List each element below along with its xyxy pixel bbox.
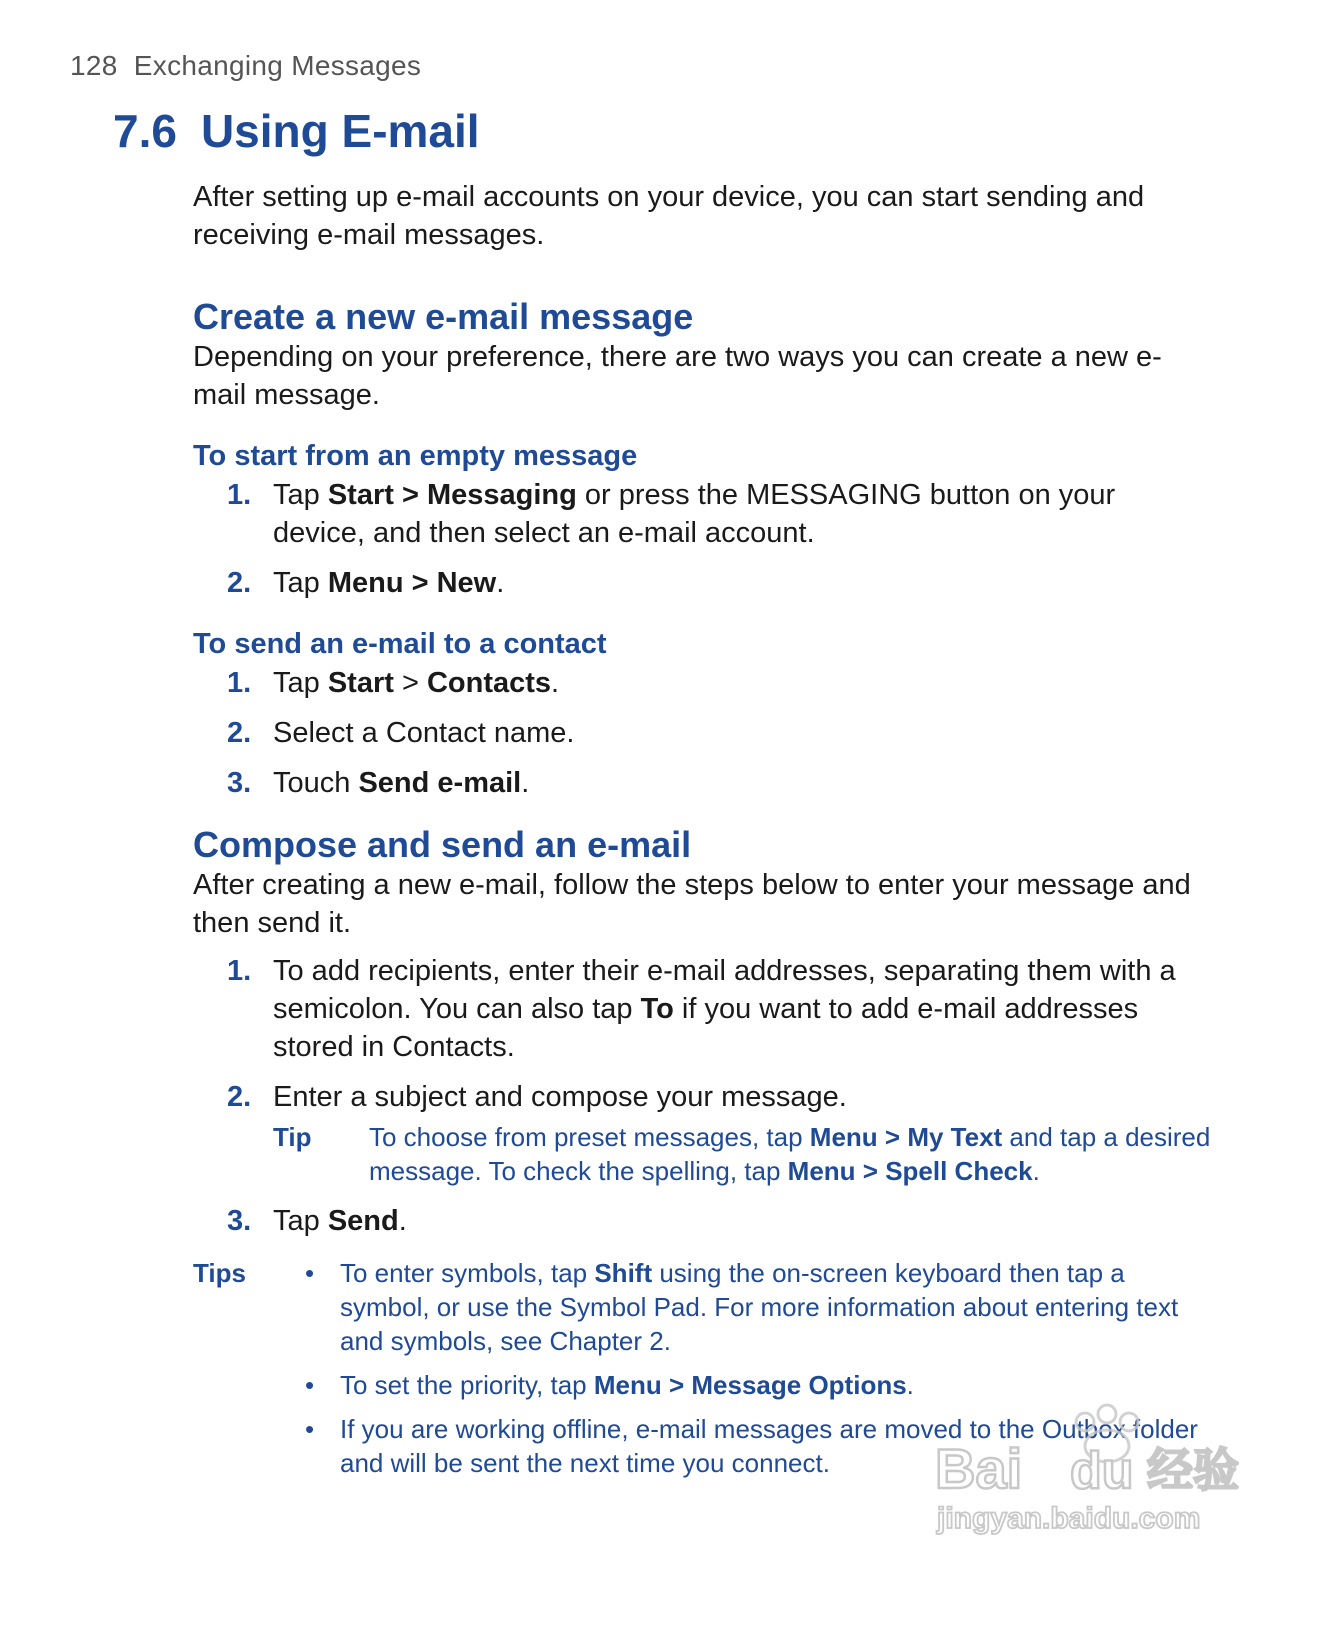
step-bold: Contacts [426, 667, 552, 699]
list-item [193, 764, 1213, 802]
running-header [70, 50, 421, 82]
tip-item [305, 1256, 1213, 1358]
compose-description: After creating a new e-mail, follow the steps below to enter your message and then send it. [193, 869, 1191, 939]
list-item [193, 664, 1213, 702]
create-heading: Create a new e-mail message [193, 296, 694, 337]
contact-heading: To send an e-mail to a contact [193, 628, 607, 660]
step-bold: Start [327, 479, 394, 511]
create-description: Depending on your preference, there are two ways you can create a new e-mail message. [193, 341, 1162, 411]
chapter-title: Exchanging Messages [133, 50, 422, 81]
tip-text: using the on-screen keyboard then tap a symbol, or use the Symbol Pad. For more information about entering text and symbols, see Chapter 2. [340, 1258, 1179, 1356]
bullet-icon: • [305, 1370, 315, 1400]
step-number: 1. [227, 955, 252, 987]
step-text: . [521, 767, 530, 799]
step-bold: Send e-mail [358, 767, 522, 799]
tip-bold: Shift [594, 1258, 653, 1288]
tip-bold: My Text [907, 1122, 1003, 1152]
step-sep: > [393, 479, 427, 511]
section-number: 7.6 [113, 105, 177, 157]
tip-note [273, 1120, 1213, 1188]
bullet-icon: • [305, 1258, 315, 1288]
step-text: or press the MESSAGING button on your device, and then select an e-mail account. [273, 479, 1116, 549]
tip-bold: Menu [787, 1156, 856, 1186]
step-number: 1. [227, 667, 252, 699]
step-text: Tap [273, 1205, 328, 1237]
list-item [193, 1202, 1213, 1240]
step-text: Touch [273, 767, 359, 799]
tip-text: To enter symbols, tap [340, 1258, 595, 1288]
step-text: Tap [273, 667, 328, 699]
tip-label: Tip [273, 1122, 312, 1152]
step-bold: New [436, 567, 497, 599]
step-number: 2. [227, 1081, 252, 1113]
tip-bold: Message Options [691, 1370, 907, 1400]
list-item [193, 1078, 1213, 1188]
step-text: Tap [273, 567, 328, 599]
empty-message-heading: To start from an empty message [193, 440, 638, 472]
step-bold: To [640, 993, 674, 1025]
tip-sep: > [855, 1156, 886, 1186]
step-text: Select a Contact name. [273, 717, 575, 749]
step-sep: > [403, 567, 437, 599]
step-bold: Start [327, 667, 394, 699]
list-item [193, 476, 1213, 552]
step-number: 3. [227, 767, 252, 799]
step-text: . [551, 667, 560, 699]
tip-text: . [906, 1370, 914, 1400]
step-bold: Menu [327, 567, 404, 599]
step-text: Enter a subject and compose your message. [273, 1081, 847, 1113]
tip-text: . [1032, 1156, 1040, 1186]
baidu-watermark-logo [935, 1400, 1275, 1540]
list-item [193, 714, 1213, 752]
watermark-suffix: 经验 [1147, 1443, 1239, 1497]
contact-steps [193, 664, 1213, 802]
list-item [193, 952, 1213, 1066]
tip-sep: > [877, 1122, 908, 1152]
tip-bold: Menu [809, 1122, 878, 1152]
step-number: 2. [227, 567, 252, 599]
section-title: Using E-mail [200, 105, 480, 157]
step-bold: Messaging [426, 479, 577, 511]
step-text: if you want to add e-mail addresses stored in Contacts. [273, 993, 1139, 1063]
tip-bold: Menu [593, 1370, 662, 1400]
step-text: . [398, 1205, 407, 1237]
watermark-brand2: du [1070, 1442, 1134, 1500]
bullet-icon: • [305, 1414, 315, 1444]
step-number: 1. [227, 479, 252, 511]
section-heading [113, 104, 480, 158]
tips-label: Tips [193, 1258, 246, 1288]
watermark-brand: Bai [935, 1437, 1023, 1500]
step-number: 3. [227, 1205, 252, 1237]
step-bold: Send [327, 1205, 399, 1237]
step-text: . [496, 567, 505, 599]
tip-sep: > [661, 1370, 692, 1400]
tip-text: If you are working offline, e-mail messages are moved to the Outbox folder and will be sent the next time you connect. [340, 1414, 1198, 1478]
tip-bold: Spell Check [885, 1156, 1033, 1186]
compose-steps [193, 952, 1213, 1240]
list-item [193, 564, 1213, 602]
step-sep: > [393, 667, 427, 699]
step-text: Tap [273, 479, 328, 511]
step-number: 2. [227, 717, 252, 749]
empty-message-steps [193, 476, 1213, 602]
step-text: To add recipients, enter their e-mail addresses, separating them with a semicolon. You can also tap [273, 955, 1176, 1025]
main-content [193, 178, 1213, 1490]
tip-item [305, 1368, 1213, 1402]
watermark-url: jingyan.baidu.com [937, 1502, 1201, 1535]
tip-text: and tap a desired message. To check the spelling, tap [369, 1122, 1211, 1186]
tip-text: To set the priority, tap [340, 1370, 594, 1400]
tip-text: To choose from preset messages, tap [369, 1122, 810, 1152]
intro-paragraph: After setting up e-mail accounts on your device, you can start sending and receiving e-mail messages. [193, 181, 1145, 251]
compose-heading: Compose and send an e-mail [193, 824, 692, 865]
page-number: 128 [70, 50, 118, 81]
